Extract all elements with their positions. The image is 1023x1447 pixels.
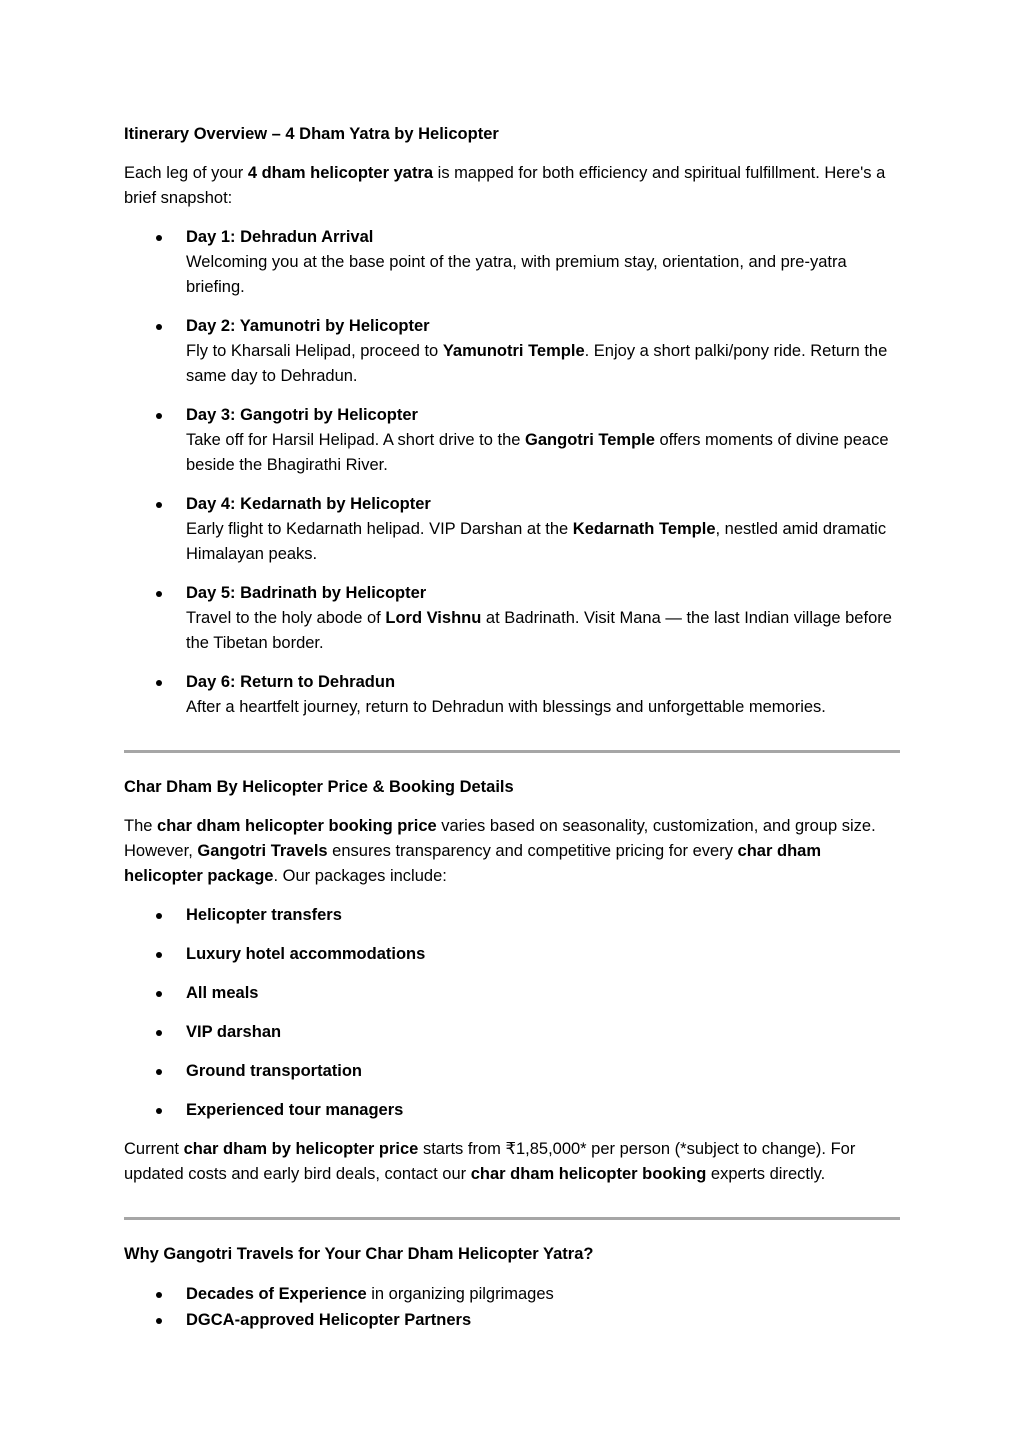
document-page — [124, 122, 900, 1333]
bullet-icon — [156, 413, 162, 419]
bullet-icon — [156, 913, 162, 919]
itinerary-intro: Each leg of your 4 dham helicopter yatra is mapped for both efficiency and spiritual fulfillment. Here's a brief snapshot: — [124, 164, 886, 207]
list-item: Helicopter transfers — [124, 903, 900, 928]
bullet-icon — [156, 952, 162, 958]
bullet-icon — [156, 1069, 162, 1075]
why-reasons-list — [124, 1282, 900, 1333]
list-item: Day 1: Dehradun Arrival Welcoming you at the base point of the yatra, with premium stay, orientation, and pre-yatra briefing. — [124, 225, 900, 300]
bullet-icon — [156, 324, 162, 330]
list-item: All meals — [124, 981, 900, 1006]
list-item: Day 2: Yamunotri by Helicopter Fly to Kharsali Helipad, proceed to Yamunotri Temple. Enjoy a short palki/pony ride. Return the same day to Dehradun. — [124, 314, 900, 389]
bullet-icon — [156, 1318, 162, 1324]
list-item: Day 5: Badrinath by Helicopter Travel to the holy abode of Lord Vishnu at Badrinath. Visit Mana — the last Indian village before the Tibetan border. — [124, 581, 900, 656]
bullet-icon — [156, 235, 162, 241]
bullet-icon — [156, 680, 162, 686]
bullet-icon — [156, 991, 162, 997]
day-title: Day 6: Return to Dehradun — [186, 673, 396, 691]
list-item: DGCA-approved Helicopter Partners — [124, 1308, 900, 1333]
list-item: Experienced tour managers — [124, 1098, 900, 1123]
list-item: Luxury hotel accommodations — [124, 942, 900, 967]
bullet-icon — [156, 1108, 162, 1114]
day-title: Day 1: Dehradun Arrival — [186, 228, 374, 246]
day-title: Day 3: Gangotri by Helicopter — [186, 406, 418, 424]
pricing-intro: The char dham helicopter booking price varies based on seasonality, customization, and group size. However, Gangotri Travels ensures transparency and competitive pricing for every char dham helicopter package. Our packages include: — [124, 817, 876, 885]
bullet-icon — [156, 1292, 162, 1298]
pricing-heading: Char Dham By Helicopter Price & Booking Details — [124, 778, 514, 796]
day-title: Day 2: Yamunotri by Helicopter — [186, 317, 430, 335]
list-item: Day 6: Return to Dehradun After a heartfelt journey, return to Dehradun with blessings and unforgettable memories. — [124, 670, 900, 720]
bullet-icon — [156, 502, 162, 508]
list-item: Day 4: Kedarnath by Helicopter Early flight to Kedarnath helipad. VIP Darshan at the Kedarnath Temple, nestled amid dramatic Himalayan peaks. — [124, 492, 900, 567]
itinerary-day-list — [124, 225, 900, 720]
bullet-icon — [156, 591, 162, 597]
bullet-icon — [156, 1030, 162, 1036]
itinerary-heading: Itinerary Overview – 4 Dham Yatra by Helicopter — [124, 125, 499, 143]
why-heading: Why Gangotri Travels for Your Char Dham Helicopter Yatra? — [124, 1245, 594, 1263]
list-item: Day 3: Gangotri by Helicopter Take off for Harsil Helipad. A short drive to the Gangotri Temple offers moments of divine peace beside the Bhagirathi River. — [124, 403, 900, 478]
day-title: Day 4: Kedarnath by Helicopter — [186, 495, 431, 513]
list-item: Decades of Experience in organizing pilgrimages — [124, 1282, 900, 1307]
package-includes-list — [124, 903, 900, 1123]
day-title: Day 5: Badrinath by Helicopter — [186, 584, 427, 602]
pricing-summary: Current char dham by helicopter price starts from ₹1,85,000* per person (*subject to change). For updated costs and early bird deals, contact our char dham helicopter booking experts directly. — [124, 1140, 856, 1183]
list-item: Ground transportation — [124, 1059, 900, 1084]
list-item: VIP darshan — [124, 1020, 900, 1045]
